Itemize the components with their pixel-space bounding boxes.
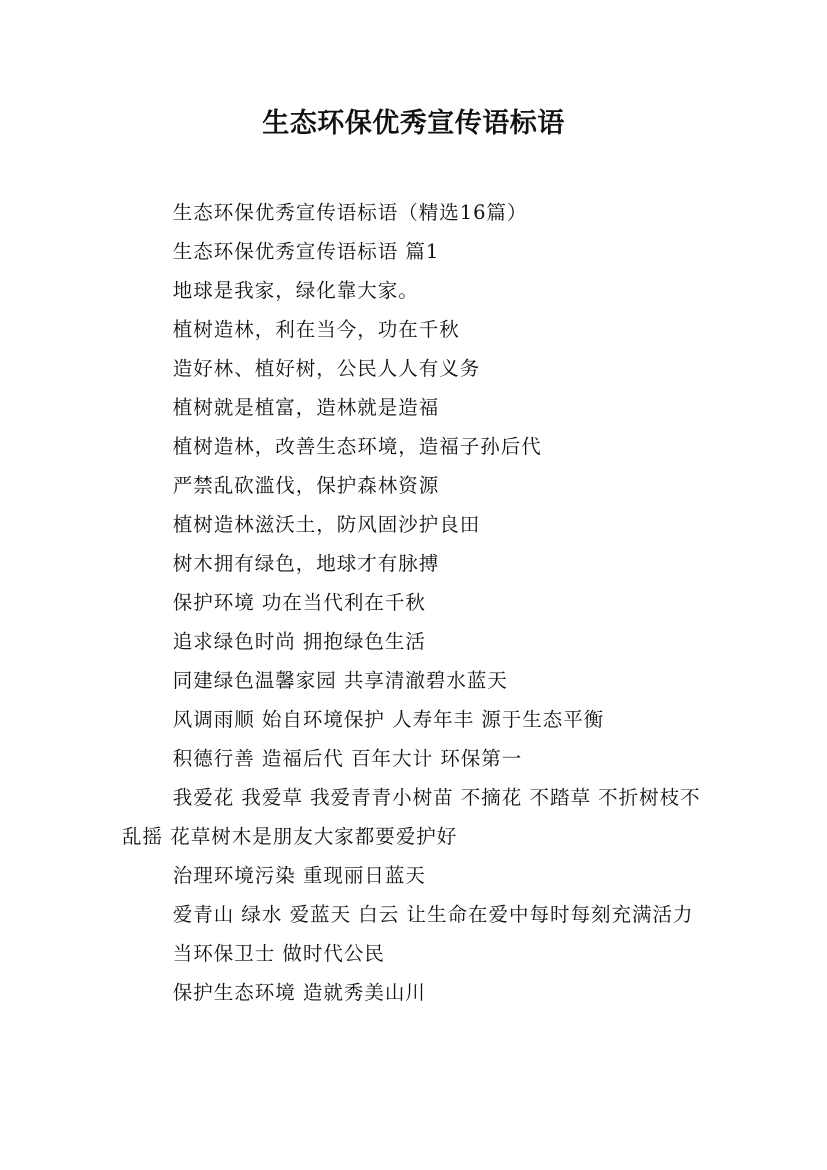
slogan-paragraph: 追求绿色时尚 拥抱绿色生活 [172, 630, 426, 653]
slogan-paragraph: 爱青山 绿水 爱蓝天 白云 让生命在爱中每时每刻充满活力 [172, 903, 694, 926]
slogan-paragraph: 植树造林，改善生态环境，造福子孙后代 [172, 435, 542, 458]
slogan-paragraph: 当环保卫士 做时代公民 [172, 942, 385, 965]
document-body [122, 193, 712, 1012]
slogan-paragraph: 植树就是植富，造林就是造福 [172, 396, 440, 419]
slogan-paragraph: 同建绿色温馨家园 共享清澈碧水蓝天 [172, 669, 508, 692]
slogan-paragraph: 保护生态环境 造就秀美山川 [172, 981, 426, 1004]
slogan-paragraph: 植树造林，利在当今，功在千秋 [172, 318, 460, 341]
slogan-paragraph: 我爱花 我爱草 我爱青青小树苗 不摘花 不踏草 不折树枝不乱摇 花草树木是朋友大家都要爱护好 [122, 786, 701, 848]
slogan-paragraph: 严禁乱砍滥伐，保护森林资源 [172, 474, 440, 497]
slogan-paragraph: 植树造林滋沃土，防风固沙护良田 [172, 513, 481, 536]
slogan-paragraph: 保护环境 功在当代利在千秋 [172, 591, 426, 614]
slogan-paragraph: 风调雨顺 始自环境保护 人寿年丰 源于生态平衡 [172, 708, 605, 731]
paragraph-section-heading: 生态环保优秀宣传语标语 篇1 [172, 240, 440, 263]
paragraph-subtitle: 生态环保优秀宣传语标语（精选16篇） [172, 201, 528, 224]
slogan-paragraph: 造好林、植好树，公民人人有义务 [172, 357, 481, 380]
document-title: 生态环保优秀宣传语标语 [262, 108, 565, 139]
slogan-paragraph: 地球是我家，绿化靠大家。 [172, 279, 419, 302]
slogan-paragraph: 树木拥有绿色，地球才有脉搏 [172, 552, 440, 575]
slogan-paragraph: 积德行善 造福后代 百年大计 环保第一 [172, 747, 523, 770]
slogan-paragraph: 治理环境污染 重现丽日蓝天 [172, 864, 426, 887]
